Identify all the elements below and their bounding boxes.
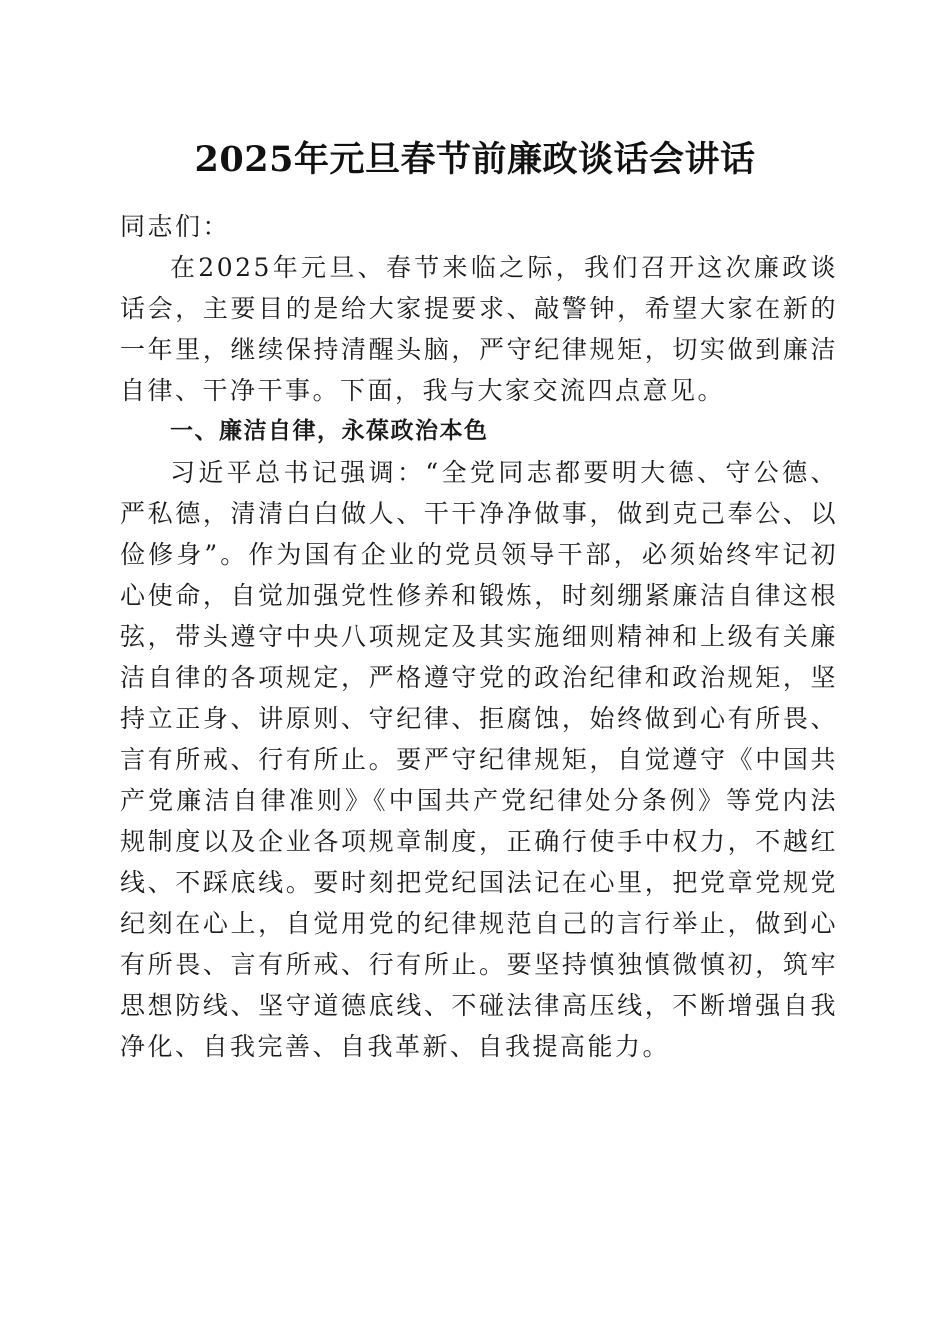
- salutation: 同志们：: [120, 212, 231, 241]
- document-title: 2025年元旦春节前廉政谈话会讲话: [194, 139, 756, 180]
- section-heading: 一、廉洁自律，永葆政治本色: [170, 418, 489, 444]
- section-paragraph: 习近平总书记强调：“全党同志都要明大德、守公德、严私德，清清白白做人、干干净净做事，做到克己奉公、以俭修身”。作为国有企业的党员领导干部，必须始终牢记初心使命，自觉加强党性修养和锻炼，时刻绷紧廉洁自律这根弦，带头遵守中央八项规定及其实施细则精神和上级有关廉洁自律的各项规定，严格遵守党的政治纪律和政治规矩，坚持立正身、讲原则、守纪律、拒腐蚀，始终做到心有所畏、言有所戒、行有所止。要严守纪律规矩，自觉遵守《中国共产党廉洁自律准则》《中国共产党纪律处分条例》等党内法规制度以及企业各项规章制度，正确行使手中权力，不越红线、不踩底线。要时刻把党纪国法记在心里，把党章党规党纪刻在心上，自觉用党的纪律规范自己的言行举止，做到心有所畏、言有所戒、行有所止。要坚持慎独慎微慎初，筑牢思想防线、坚守道德底线、不碰法律高压线，不断增强自我净化、自我完善、自我革新、自我提高能力。: [120, 458, 838, 1061]
- document-body: [120, 206, 838, 1067]
- intro-paragraph: 在2025年元旦、春节来临之际，我们召开这次廉政谈话会，主要目的是给大家提要求、敲警钟，希望大家在新的一年里，继续保持清醒头脑，严守纪律规矩，切实做到廉洁自律、干净干事。下面，我与大家交流四点意见。: [120, 253, 838, 405]
